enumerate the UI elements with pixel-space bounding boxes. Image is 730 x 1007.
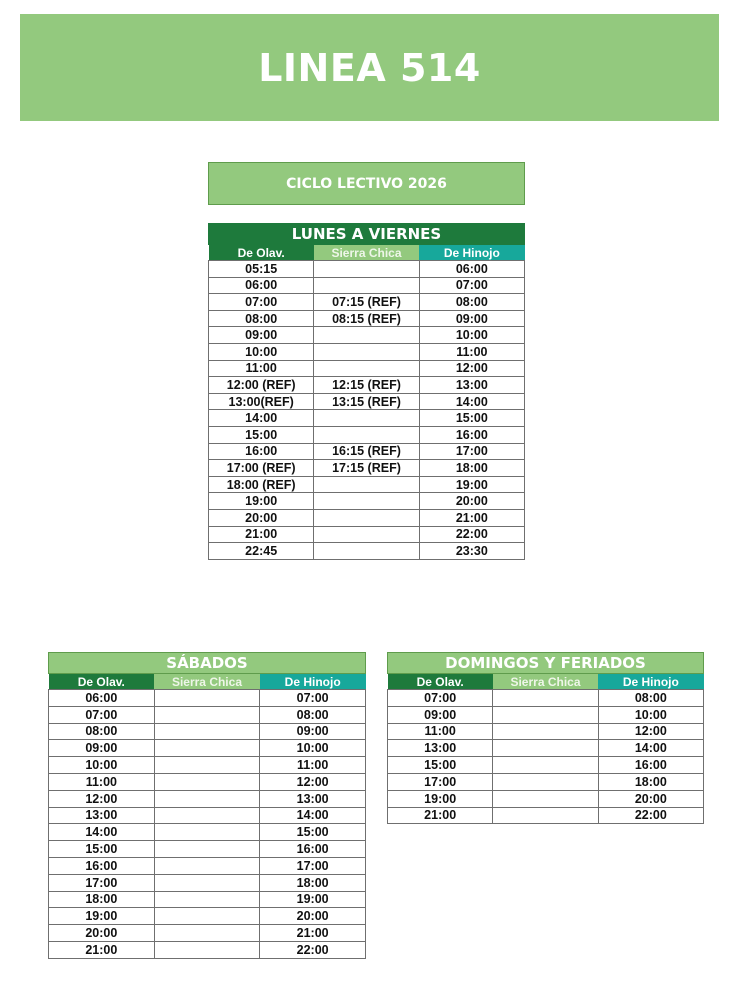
cell-olav: 06:00 <box>49 690 155 707</box>
weekday-table <box>208 245 525 560</box>
cell-olav: 13:00(REF) <box>209 393 314 410</box>
col-header-hinojo: De Hinojo <box>260 674 366 690</box>
cell-hinojo: 21:00 <box>260 925 366 942</box>
cell-sierra <box>154 740 260 757</box>
cell-olav: 06:00 <box>209 277 314 294</box>
table-row <box>209 277 525 294</box>
cell-sierra <box>314 476 419 493</box>
cell-hinojo: 07:00 <box>260 690 366 707</box>
table-row <box>388 790 704 807</box>
cell-hinojo: 19:00 <box>419 476 524 493</box>
cell-hinojo: 18:00 <box>260 874 366 891</box>
cell-hinojo: 20:00 <box>260 908 366 925</box>
table-row <box>388 773 704 790</box>
cell-sierra <box>314 426 419 443</box>
cell-hinojo: 21:00 <box>419 509 524 526</box>
cell-olav: 17:00 <box>49 874 155 891</box>
cell-olav: 08:00 <box>209 310 314 327</box>
cell-sierra <box>154 824 260 841</box>
cell-sierra <box>154 807 260 824</box>
cell-olav: 15:00 <box>49 841 155 858</box>
cell-olav: 15:00 <box>209 426 314 443</box>
cell-hinojo: 12:00 <box>260 773 366 790</box>
cell-hinojo: 08:00 <box>598 690 703 707</box>
cell-olav: 18:00 <box>49 891 155 908</box>
cell-hinojo: 06:00 <box>419 261 524 278</box>
cell-sierra <box>314 410 419 427</box>
cell-olav: 07:00 <box>49 706 155 723</box>
cell-sierra <box>154 925 260 942</box>
sunday-schedule <box>387 652 704 824</box>
cycle-label: CICLO LECTIVO 2026 <box>208 162 525 205</box>
cell-hinojo: 23:30 <box>419 543 524 560</box>
page-title: LINEA 514 <box>258 45 481 90</box>
cell-hinojo: 17:00 <box>260 857 366 874</box>
cell-sierra <box>314 360 419 377</box>
table-row <box>209 476 525 493</box>
table-row <box>388 723 704 740</box>
cell-sierra <box>493 740 598 757</box>
cell-sierra <box>314 327 419 344</box>
cell-hinojo: 10:00 <box>598 706 703 723</box>
cell-olav: 13:00 <box>388 740 493 757</box>
table-row <box>49 857 366 874</box>
cell-hinojo: 16:00 <box>419 426 524 443</box>
cell-olav: 08:00 <box>49 723 155 740</box>
cell-sierra: 16:15 (REF) <box>314 443 419 460</box>
cell-olav: 07:00 <box>209 294 314 311</box>
cell-olav: 13:00 <box>49 807 155 824</box>
col-header-hinojo: De Hinojo <box>598 674 703 690</box>
cell-sierra <box>314 526 419 543</box>
cell-sierra <box>314 343 419 360</box>
table-row <box>49 706 366 723</box>
cell-sierra <box>314 493 419 510</box>
cell-olav: 22:45 <box>209 543 314 560</box>
table-row <box>209 410 525 427</box>
cell-sierra <box>154 941 260 958</box>
table-row <box>49 740 366 757</box>
cell-hinojo: 08:00 <box>419 294 524 311</box>
cell-hinojo: 15:00 <box>260 824 366 841</box>
saturday-table <box>48 674 366 959</box>
table-row <box>209 327 525 344</box>
cell-sierra <box>154 706 260 723</box>
cell-hinojo: 13:00 <box>419 377 524 394</box>
cell-olav: 16:00 <box>49 857 155 874</box>
table-row <box>209 294 525 311</box>
cell-sierra <box>314 509 419 526</box>
cell-hinojo: 14:00 <box>598 740 703 757</box>
table-row <box>49 941 366 958</box>
cell-olav: 12:00 (REF) <box>209 377 314 394</box>
cell-sierra <box>493 773 598 790</box>
title-banner <box>20 14 719 121</box>
cell-olav: 15:00 <box>388 757 493 774</box>
col-header-sierra: Sierra Chica <box>493 674 598 690</box>
table-row <box>49 757 366 774</box>
cell-hinojo: 22:00 <box>260 941 366 958</box>
table-row <box>209 393 525 410</box>
table-row <box>209 310 525 327</box>
cell-sierra <box>493 790 598 807</box>
table-row <box>209 377 525 394</box>
cell-olav: 09:00 <box>49 740 155 757</box>
cell-hinojo: 10:00 <box>260 740 366 757</box>
table-row <box>49 773 366 790</box>
cell-sierra <box>314 261 419 278</box>
header-row <box>209 245 525 261</box>
cell-olav: 07:00 <box>388 690 493 707</box>
cell-olav: 14:00 <box>209 410 314 427</box>
cell-olav: 12:00 <box>49 790 155 807</box>
cell-sierra: 13:15 (REF) <box>314 393 419 410</box>
cell-sierra <box>493 757 598 774</box>
cell-sierra <box>154 723 260 740</box>
table-row <box>209 426 525 443</box>
cell-olav: 21:00 <box>49 941 155 958</box>
cell-sierra: 17:15 (REF) <box>314 460 419 477</box>
cell-hinojo: 20:00 <box>419 493 524 510</box>
table-row <box>49 790 366 807</box>
cell-olav: 09:00 <box>388 706 493 723</box>
table-row <box>49 723 366 740</box>
cell-sierra <box>154 773 260 790</box>
cell-olav: 11:00 <box>388 723 493 740</box>
cell-olav: 10:00 <box>49 757 155 774</box>
col-header-sierra: Sierra Chica <box>314 245 419 261</box>
header-row <box>49 674 366 690</box>
cell-hinojo: 18:00 <box>598 773 703 790</box>
table-row <box>209 509 525 526</box>
cell-olav: 09:00 <box>209 327 314 344</box>
table-row <box>49 908 366 925</box>
col-header-olav: De Olav. <box>49 674 155 690</box>
cell-sierra <box>493 723 598 740</box>
cell-olav: 17:00 (REF) <box>209 460 314 477</box>
weekday-title: LUNES A VIERNES <box>208 223 525 245</box>
cell-hinojo: 09:00 <box>260 723 366 740</box>
table-row <box>388 690 704 707</box>
sunday-title: DOMINGOS Y FERIADOS <box>387 652 704 674</box>
cell-hinojo: 17:00 <box>419 443 524 460</box>
col-header-hinojo: De Hinojo <box>419 245 524 261</box>
cell-olav: 20:00 <box>49 925 155 942</box>
header-row <box>388 674 704 690</box>
table-row <box>388 740 704 757</box>
table-row <box>49 824 366 841</box>
table-row <box>209 526 525 543</box>
cell-olav: 05:15 <box>209 261 314 278</box>
cell-olav: 14:00 <box>49 824 155 841</box>
col-header-olav: De Olav. <box>388 674 493 690</box>
table-row <box>49 874 366 891</box>
cell-sierra <box>154 790 260 807</box>
table-row <box>49 841 366 858</box>
cell-olav: 19:00 <box>49 908 155 925</box>
cell-sierra <box>154 857 260 874</box>
cell-hinojo: 09:00 <box>419 310 524 327</box>
cell-hinojo: 15:00 <box>419 410 524 427</box>
cell-sierra <box>154 908 260 925</box>
cell-hinojo: 19:00 <box>260 891 366 908</box>
sunday-table <box>387 674 704 824</box>
saturday-title: SÁBADOS <box>48 652 366 674</box>
table-row <box>49 891 366 908</box>
cell-hinojo: 22:00 <box>598 807 703 824</box>
cell-sierra <box>154 891 260 908</box>
cell-olav: 17:00 <box>388 773 493 790</box>
table-row <box>209 343 525 360</box>
saturday-schedule <box>48 652 366 959</box>
cell-sierra <box>314 277 419 294</box>
table-row <box>388 757 704 774</box>
col-header-sierra: Sierra Chica <box>154 674 260 690</box>
table-row <box>209 443 525 460</box>
cell-hinojo: 13:00 <box>260 790 366 807</box>
table-row <box>209 493 525 510</box>
table-row <box>388 807 704 824</box>
cell-olav: 20:00 <box>209 509 314 526</box>
cell-olav: 19:00 <box>209 493 314 510</box>
cell-hinojo: 14:00 <box>419 393 524 410</box>
table-row <box>49 925 366 942</box>
cell-hinojo: 11:00 <box>419 343 524 360</box>
table-row <box>209 360 525 377</box>
table-row <box>209 261 525 278</box>
cell-sierra: 07:15 (REF) <box>314 294 419 311</box>
cell-hinojo: 08:00 <box>260 706 366 723</box>
col-header-olav: De Olav. <box>209 245 314 261</box>
cell-hinojo: 18:00 <box>419 460 524 477</box>
cell-hinojo: 12:00 <box>419 360 524 377</box>
table-row <box>388 706 704 723</box>
table-row <box>49 807 366 824</box>
table-row <box>49 690 366 707</box>
cell-sierra <box>154 757 260 774</box>
cell-olav: 21:00 <box>388 807 493 824</box>
cell-hinojo: 22:00 <box>419 526 524 543</box>
weekday-schedule <box>208 223 525 560</box>
cell-sierra <box>154 841 260 858</box>
cell-hinojo: 16:00 <box>260 841 366 858</box>
cell-sierra <box>493 706 598 723</box>
cell-olav: 21:00 <box>209 526 314 543</box>
cell-hinojo: 20:00 <box>598 790 703 807</box>
cell-hinojo: 07:00 <box>419 277 524 294</box>
cell-olav: 11:00 <box>209 360 314 377</box>
cell-sierra <box>154 874 260 891</box>
cell-hinojo: 16:00 <box>598 757 703 774</box>
cell-hinojo: 14:00 <box>260 807 366 824</box>
cell-olav: 10:00 <box>209 343 314 360</box>
table-row <box>209 460 525 477</box>
cell-hinojo: 11:00 <box>260 757 366 774</box>
cell-sierra <box>314 543 419 560</box>
cell-olav: 19:00 <box>388 790 493 807</box>
cell-sierra: 12:15 (REF) <box>314 377 419 394</box>
cell-sierra: 08:15 (REF) <box>314 310 419 327</box>
cell-hinojo: 10:00 <box>419 327 524 344</box>
table-row <box>209 543 525 560</box>
cell-olav: 18:00 (REF) <box>209 476 314 493</box>
cell-sierra <box>493 690 598 707</box>
cell-olav: 16:00 <box>209 443 314 460</box>
cell-olav: 11:00 <box>49 773 155 790</box>
cell-hinojo: 12:00 <box>598 723 703 740</box>
cell-sierra <box>154 690 260 707</box>
cell-sierra <box>493 807 598 824</box>
